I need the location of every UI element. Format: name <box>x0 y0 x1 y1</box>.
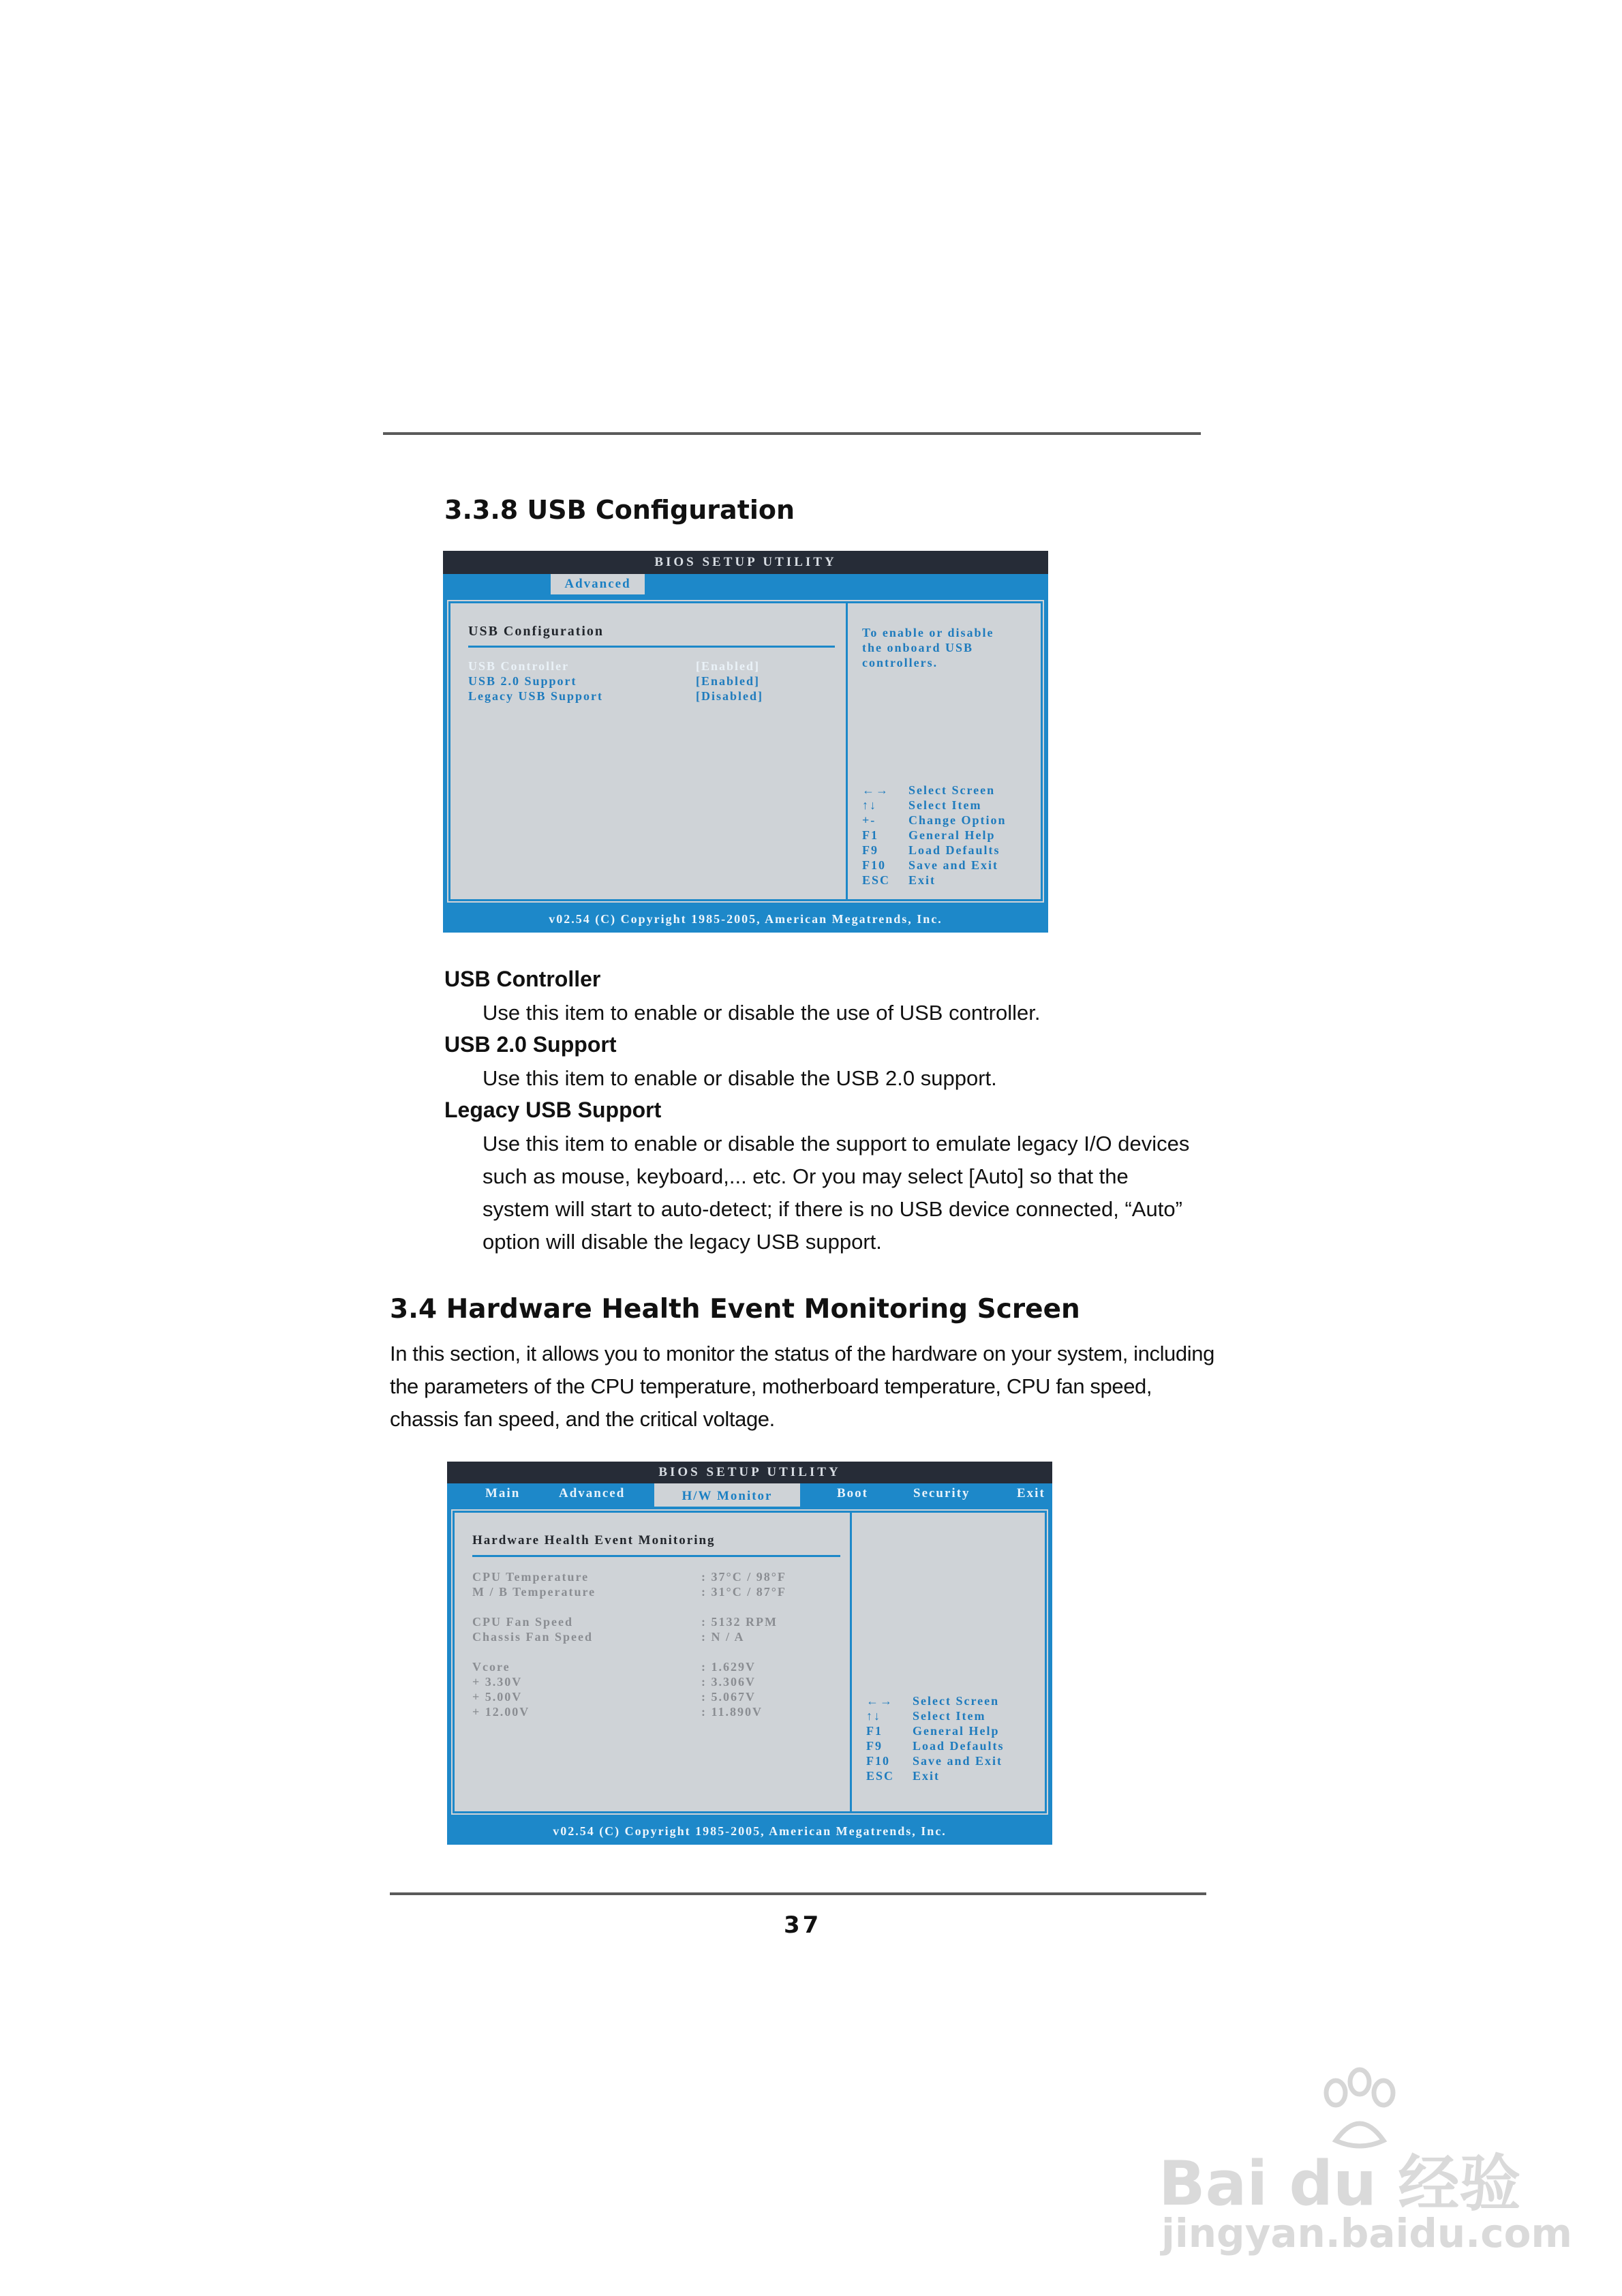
section-intro-paragraph: In this section, it allows you to monitor the status of the hardware on your system, including the parameters of the CPU temperature, motherboard temperature, CPU fan speed, chassis fan speed, and the critical voltage. <box>390 1342 1214 1431</box>
tab-main[interactable]: Main <box>485 1486 521 1500</box>
tab-hw-monitor[interactable]: H/W Monitor <box>654 1483 800 1507</box>
watermark-url: jingyan.baidu.com <box>1161 2210 1572 2256</box>
key-row: ↑↓ Select Item <box>862 798 982 812</box>
setting-legacy-usb-support[interactable] <box>468 689 836 704</box>
tab-advanced[interactable]: Advanced <box>559 1486 626 1500</box>
bios-footer-copyright: v02.54 (C) Copyright 1985-2005, American Megatrends, Inc. <box>549 912 943 926</box>
key-row: ESC Exit <box>866 1769 940 1783</box>
bios-title-bar: BIOS SETUP UTILITY <box>447 1462 1052 1483</box>
help-text <box>862 625 994 670</box>
help-line: controllers. <box>862 656 938 669</box>
key-legend <box>866 1694 1037 1784</box>
tab-advanced[interactable]: Advanced <box>551 574 645 594</box>
key-row: F10 Save and Exit <box>862 858 999 872</box>
bios-title-bar: BIOS SETUP UTILITY <box>443 551 1048 574</box>
setting-label: USB Controller <box>468 659 570 673</box>
key-row: ↑↓ Select Item <box>866 1709 986 1723</box>
reading-cpu-fan-speed: CPU Fan Speed : 5132 RPM <box>472 1615 778 1629</box>
reading-vcore: Vcore : 1.629V <box>472 1660 756 1674</box>
setting-value: [Enabled] <box>696 659 761 673</box>
reading-cpu-temperature: CPU Temperature : 37°C / 98°F <box>472 1570 786 1584</box>
bios-main-panel <box>448 601 1043 901</box>
setting-label: USB 2.0 Support <box>468 674 577 688</box>
tab-security[interactable]: Security <box>913 1486 970 1500</box>
key-row: ←→ Select Screen <box>862 783 996 797</box>
key-legend <box>862 783 1032 888</box>
reading-5v: + 5.00V : 5.067V <box>472 1690 756 1704</box>
key-row: F1 General Help <box>866 1724 1000 1738</box>
tab-exit[interactable]: Exit <box>1017 1486 1045 1500</box>
key-row: ESC Exit <box>862 873 936 887</box>
term-usb-2-support: USB 2.0 Support <box>444 1032 617 1057</box>
setting-usb-2-support[interactable] <box>468 674 836 689</box>
section-underline <box>468 646 835 648</box>
reading-3v3: + 3.30V : 3.306V <box>472 1675 756 1689</box>
watermark-brand: Bai du 经验 <box>1159 2148 1521 2220</box>
term-legacy-usb-support: Legacy USB Support <box>444 1098 662 1122</box>
reading-12v: + 12.00V : 11.890V <box>472 1705 763 1719</box>
desc-legacy-usb-support: Use this item to enable or disable the support to emulate legacy I/O devices such as mouse, keyboard,... etc. Or you may select [Auto] so that the system will start to auto-detect; if there is no USB device connected, “Auto” option will disable the legacy USB support. <box>483 1132 1190 1254</box>
page-number: 37 <box>784 1912 822 1939</box>
term-usb-controller: USB Controller <box>444 967 601 991</box>
bios-footer-copyright: v02.54 (C) Copyright 1985-2005, American Megatrends, Inc. <box>553 1824 947 1838</box>
key-row: +- Change Option <box>862 813 1007 827</box>
help-line: the onboard USB <box>862 641 974 654</box>
bottom-rule <box>390 1892 1206 1895</box>
bios-screen-usb-configuration <box>443 551 1048 933</box>
desc-usb-2-support: Use this item to enable or disable the USB 2.0 support. <box>483 1066 997 1090</box>
baidu-jingyan-watermark <box>1159 2066 1572 2270</box>
key-row: F10 Save and Exit <box>866 1754 1003 1768</box>
setting-value: [Enabled] <box>696 674 761 688</box>
bios-main-panel <box>453 1511 1047 1813</box>
top-rule <box>383 432 1201 435</box>
desc-usb-controller: Use this item to enable or disable the use of USB controller. <box>483 1001 1041 1025</box>
bios-screen-hw-monitor <box>447 1462 1052 1845</box>
key-row: F9 Load Defaults <box>862 843 1000 857</box>
setting-value: [Disabled] <box>696 689 764 703</box>
reading-chassis-fan-speed: Chassis Fan Speed : N / A <box>472 1630 745 1644</box>
key-row: F9 Load Defaults <box>866 1739 1005 1753</box>
section-underline <box>472 1555 840 1557</box>
panel-divider <box>850 1513 852 1811</box>
section-heading-usb-configuration: 3.3.8 USB Configuration <box>444 495 795 525</box>
key-row: ←→ Select Screen <box>866 1694 1000 1708</box>
setting-usb-controller[interactable] <box>468 659 836 674</box>
section-heading-hardware-monitoring: 3.4 Hardware Health Event Monitoring Screen <box>390 1294 1080 1325</box>
setting-label: Legacy USB Support <box>468 689 604 703</box>
help-line: To enable or disable <box>862 626 994 639</box>
tab-boot[interactable]: Boot <box>837 1486 868 1500</box>
key-row: F1 General Help <box>862 828 996 842</box>
reading-mb-temperature: M / B Temperature : 31°C / 87°F <box>472 1585 786 1599</box>
usb-config-section-title: USB Configuration <box>468 624 605 639</box>
hw-monitor-section-title: Hardware Health Event Monitoring <box>472 1533 716 1547</box>
panel-divider <box>846 603 848 899</box>
